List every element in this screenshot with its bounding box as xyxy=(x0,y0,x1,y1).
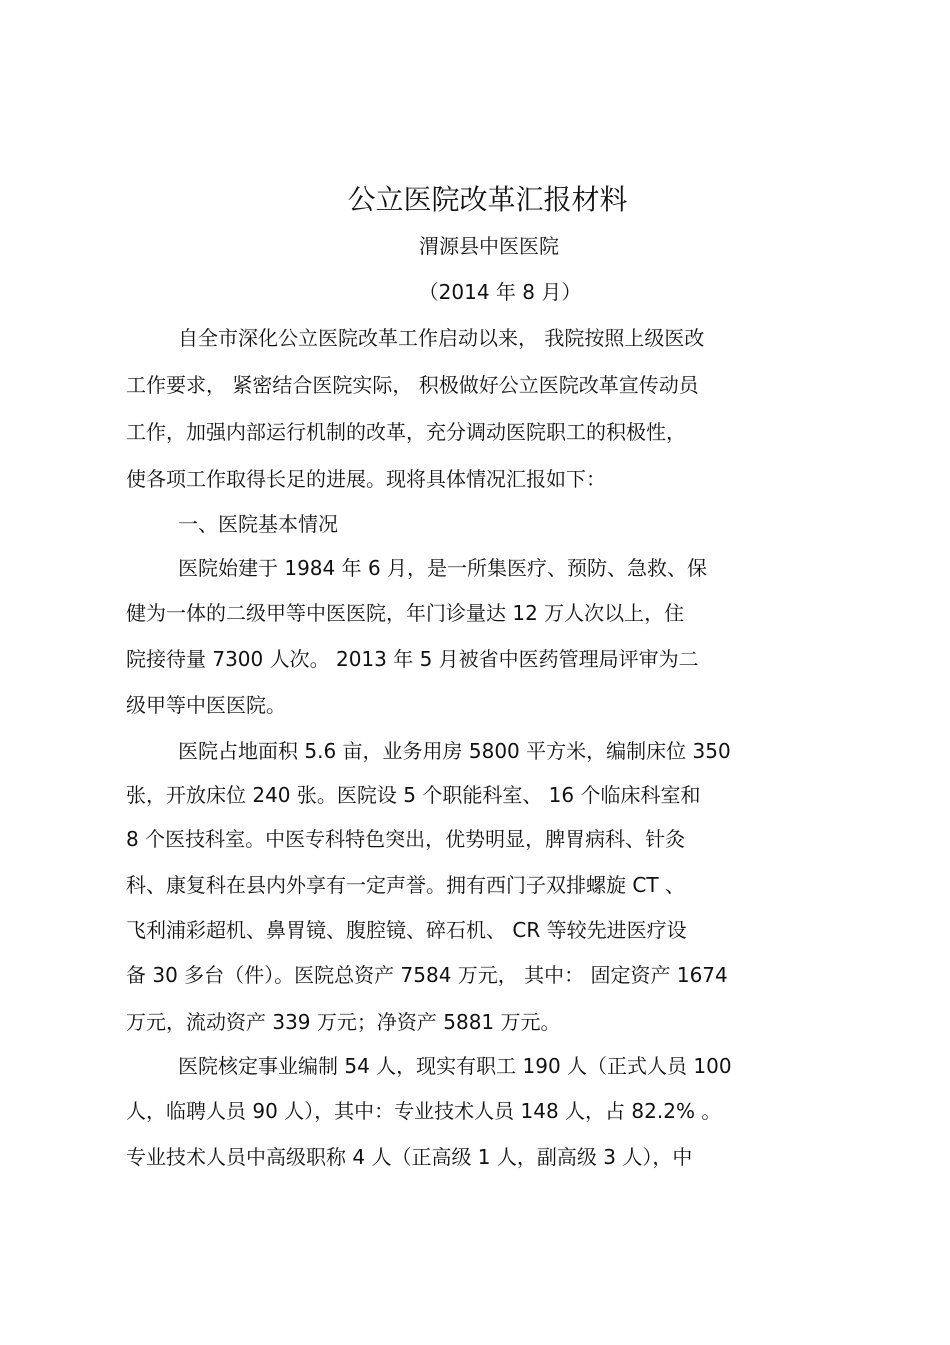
body-line: 专业技术人员中高级职称 4 人（正高级 1 人，副高级 3 人），中 xyxy=(126,1145,693,1169)
body-line: 医院占地面积 5.6 亩，业务用房 5800 平方米，编制床位 350 xyxy=(178,739,731,763)
body-line: 张，开放床位 240 张。医院设 5 个职能科室、 16 个临床科室和 xyxy=(126,783,701,807)
body-line: 健为一体的二级甲等中医医院，年门诊量达 12 万人次以上，住 xyxy=(126,601,685,625)
document-title: 公立医院改革汇报材料 xyxy=(347,183,628,216)
body-line: 工作要求， 紧密结合医院实际， 积极做好公立医院改革宣传动员 xyxy=(126,373,699,397)
body-line: 级甲等中医医院。 xyxy=(126,693,286,717)
document-date: （2014 年 8 月） xyxy=(418,280,582,304)
body-line: 备 30 多台（件）。医院总资产 7584 万元， 其中： 固定资产 1674 xyxy=(126,963,728,987)
body-line: 自全市深化公立医院改革工作启动以来， 我院按照上级医改 xyxy=(178,326,705,350)
body-line: 8 个医技科室。中医专科特色突出，优势明显，脾胃病科、针灸 xyxy=(126,827,686,851)
body-line: 科、康复科在县内外享有一定声誉。拥有西门子双排螺旋 CT 、 xyxy=(126,873,685,897)
document-subtitle: 渭源县中医医院 xyxy=(419,234,559,258)
body-line: 飞利浦彩超机、鼻胃镜、腹腔镜、碎石机、 CR 等较先进医疗设 xyxy=(126,918,687,942)
body-line: 万元，流动资产 339 万元；净资产 5881 万元。 xyxy=(126,1010,561,1034)
body-line: 人，临聘人员 90 人），其中：专业技术人员 148 人，占 82.2% 。 xyxy=(126,1099,722,1123)
section-heading: 一、医院基本情况 xyxy=(178,512,338,536)
body-line: 医院核定事业编制 54 人，现实有职工 190 人（正式人员 100 xyxy=(178,1054,732,1078)
body-line: 医院始建于 1984 年 6 月，是一所集医疗、预防、急救、保 xyxy=(178,556,708,580)
body-line: 工作，加强内部运行机制的改革，充分调动医院职工的积极性， xyxy=(126,420,686,444)
body-line: 使各项工作取得长足的进展。现将具体情况汇报如下： xyxy=(126,467,606,491)
body-line: 院接待量 7300 人次。 2013 年 5 月被省中医药管理局评审为二 xyxy=(126,647,699,671)
